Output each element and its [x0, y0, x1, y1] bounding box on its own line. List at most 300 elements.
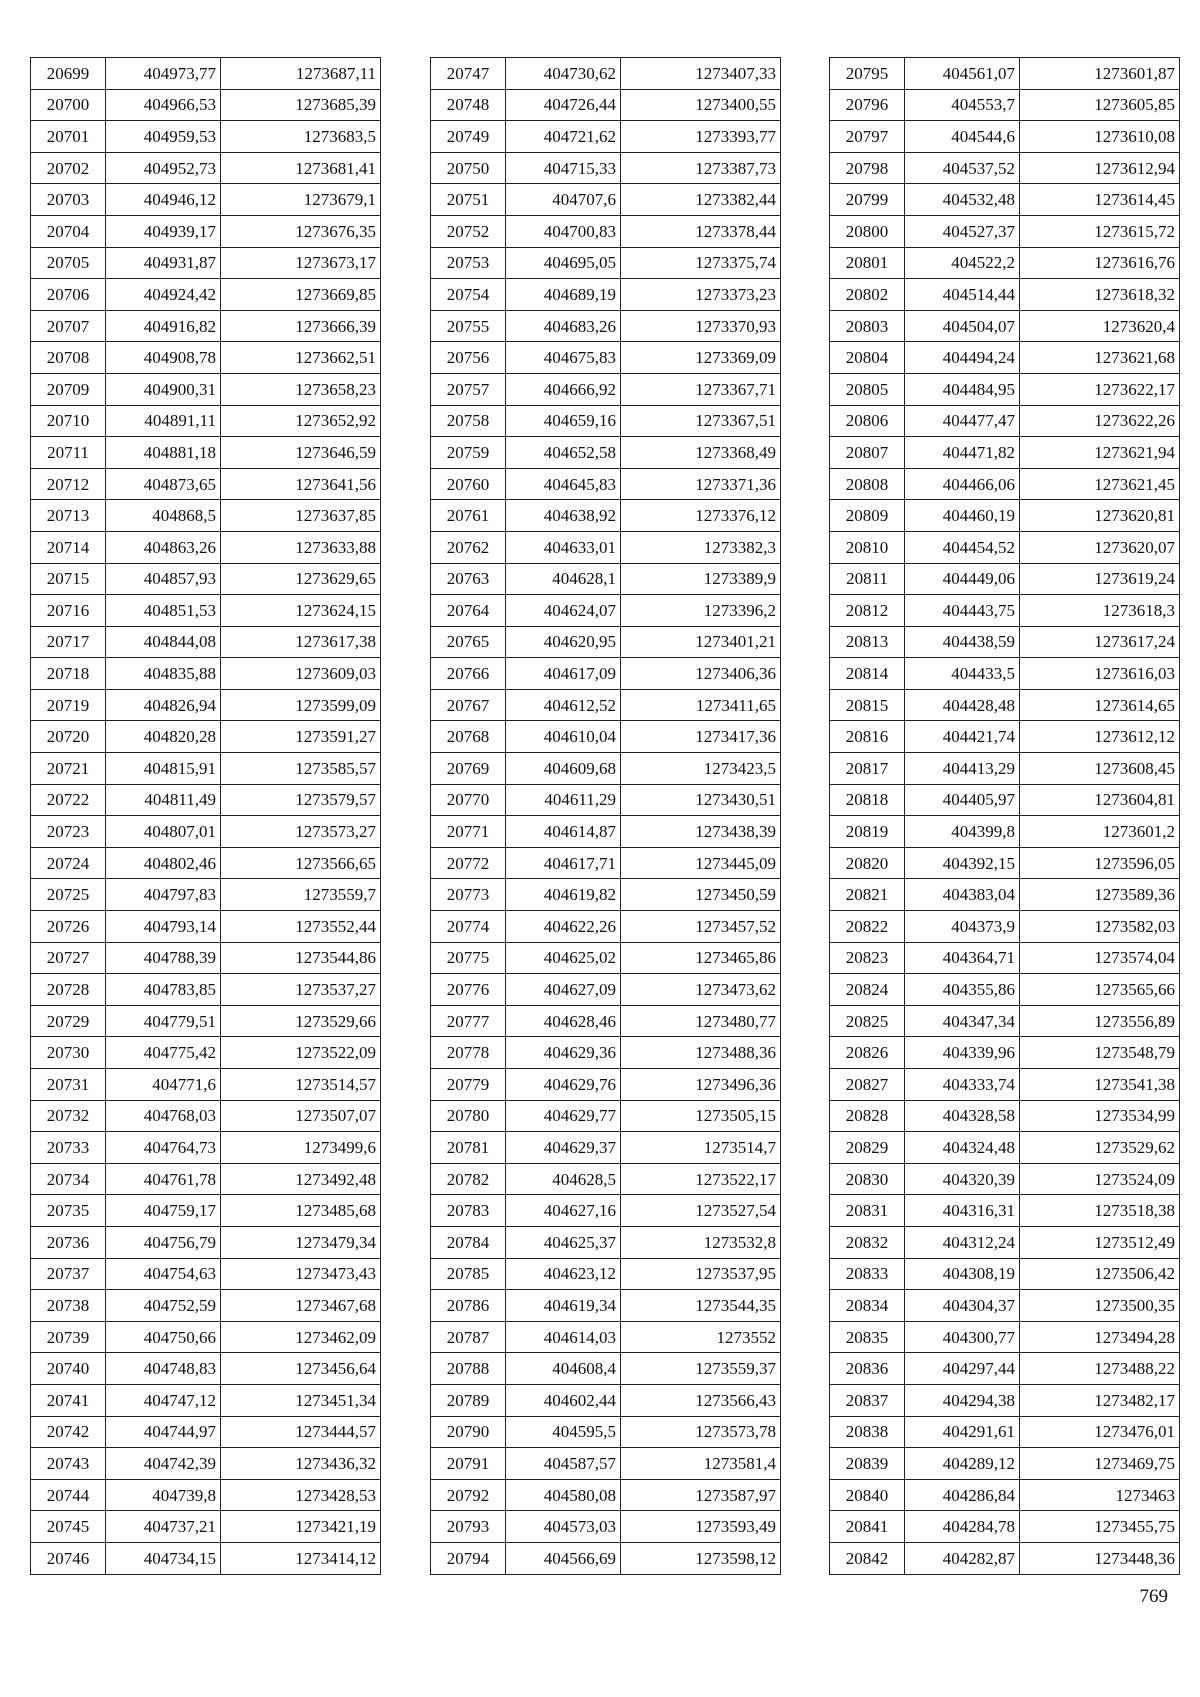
point-id-cell: 20795: [830, 58, 905, 90]
table-row: [830, 1100, 1180, 1132]
x-coordinate-cell: 404811,49: [106, 784, 221, 816]
table-row: [431, 184, 781, 216]
table-row: [431, 152, 781, 184]
y-coordinate-cell: 1273368,49: [621, 437, 781, 469]
y-coordinate-cell: 1273621,45: [1020, 468, 1180, 500]
table-row: [31, 58, 381, 90]
x-coordinate-cell: 404494,24: [905, 342, 1020, 374]
table-row: [431, 753, 781, 785]
x-coordinate-cell: 404611,29: [506, 784, 621, 816]
point-id-cell: 20841: [830, 1511, 905, 1543]
point-id-cell: 20804: [830, 342, 905, 374]
point-id-cell: 20701: [31, 121, 106, 153]
table-row: [830, 247, 1180, 279]
point-id-cell: 20716: [31, 595, 106, 627]
x-coordinate-cell: 404454,52: [905, 531, 1020, 563]
table-row: [31, 1290, 381, 1322]
y-coordinate-cell: 1273492,48: [221, 1163, 381, 1195]
table-row: [830, 595, 1180, 627]
point-id-cell: 20767: [431, 689, 506, 721]
point-id-cell: 20761: [431, 500, 506, 532]
table-row: [431, 1511, 781, 1543]
point-id-cell: 20835: [830, 1321, 905, 1353]
y-coordinate-cell: 1273565,66: [1020, 974, 1180, 1006]
x-coordinate-cell: 404602,44: [506, 1384, 621, 1416]
table-row: [31, 1511, 381, 1543]
point-id-cell: 20830: [830, 1163, 905, 1195]
y-coordinate-cell: 1273476,01: [1020, 1416, 1180, 1448]
x-coordinate-cell: 404504,07: [905, 310, 1020, 342]
x-coordinate-cell: 404471,82: [905, 437, 1020, 469]
y-coordinate-cell: 1273624,15: [221, 595, 381, 627]
y-coordinate-cell: 1273573,27: [221, 816, 381, 848]
y-coordinate-cell: 1273641,56: [221, 468, 381, 500]
point-id-cell: 20740: [31, 1353, 106, 1385]
y-coordinate-cell: 1273457,52: [621, 911, 781, 943]
point-id-cell: 20763: [431, 563, 506, 595]
point-id-cell: 20815: [830, 689, 905, 721]
y-coordinate-cell: 1273488,36: [621, 1037, 781, 1069]
x-coordinate-cell: 404383,04: [905, 879, 1020, 911]
y-coordinate-cell: 1273444,57: [221, 1416, 381, 1448]
point-id-cell: 20749: [431, 121, 506, 153]
table-row: [830, 58, 1180, 90]
y-coordinate-cell: 1273463: [1020, 1479, 1180, 1511]
x-coordinate-cell: 404788,39: [106, 942, 221, 974]
point-id-cell: 20821: [830, 879, 905, 911]
x-coordinate-cell: 404328,58: [905, 1100, 1020, 1132]
table-row: [431, 437, 781, 469]
x-coordinate-cell: 404730,62: [506, 58, 621, 90]
table-row: [830, 310, 1180, 342]
table-row: [830, 1195, 1180, 1227]
table-row: [830, 942, 1180, 974]
x-coordinate-cell: 404742,39: [106, 1448, 221, 1480]
table-row: [431, 405, 781, 437]
x-coordinate-cell: 404946,12: [106, 184, 221, 216]
y-coordinate-cell: 1273658,23: [221, 373, 381, 405]
point-id-cell: 20816: [830, 721, 905, 753]
point-id-cell: 20714: [31, 531, 106, 563]
table-row: [431, 942, 781, 974]
point-id-cell: 20836: [830, 1353, 905, 1385]
y-coordinate-cell: 1273646,59: [221, 437, 381, 469]
point-id-cell: 20727: [31, 942, 106, 974]
x-coordinate-cell: 404428,48: [905, 689, 1020, 721]
point-id-cell: 20713: [31, 500, 106, 532]
y-coordinate-cell: 1273559,7: [221, 879, 381, 911]
x-coordinate-cell: 404683,26: [506, 310, 621, 342]
table-row: [830, 152, 1180, 184]
y-coordinate-cell: 1273579,57: [221, 784, 381, 816]
y-coordinate-cell: 1273534,99: [1020, 1100, 1180, 1132]
x-coordinate-cell: 404405,97: [905, 784, 1020, 816]
x-coordinate-cell: 404761,78: [106, 1163, 221, 1195]
x-coordinate-cell: 404779,51: [106, 1005, 221, 1037]
x-coordinate-cell: 404629,36: [506, 1037, 621, 1069]
y-coordinate-cell: 1273559,37: [621, 1353, 781, 1385]
x-coordinate-cell: 404752,59: [106, 1290, 221, 1322]
x-coordinate-cell: 404747,12: [106, 1384, 221, 1416]
table-row: [31, 1448, 381, 1480]
y-coordinate-cell: 1273622,17: [1020, 373, 1180, 405]
point-id-cell: 20808: [830, 468, 905, 500]
x-coordinate-cell: 404282,87: [905, 1542, 1020, 1574]
table-row: [830, 784, 1180, 816]
point-id-cell: 20762: [431, 531, 506, 563]
table-row: [431, 1132, 781, 1164]
point-id-cell: 20725: [31, 879, 106, 911]
point-id-cell: 20739: [31, 1321, 106, 1353]
table-row: [431, 279, 781, 311]
y-coordinate-cell: 1273614,45: [1020, 184, 1180, 216]
y-coordinate-cell: 1273610,08: [1020, 121, 1180, 153]
point-id-cell: 20753: [431, 247, 506, 279]
table-row: [830, 184, 1180, 216]
y-coordinate-cell: 1273637,85: [221, 500, 381, 532]
y-coordinate-cell: 1273514,7: [621, 1132, 781, 1164]
y-coordinate-cell: 1273411,65: [621, 689, 781, 721]
y-coordinate-cell: 1273407,33: [621, 58, 781, 90]
table-row: [431, 1195, 781, 1227]
point-id-cell: 20793: [431, 1511, 506, 1543]
point-id-cell: 20758: [431, 405, 506, 437]
y-coordinate-cell: 1273376,12: [621, 500, 781, 532]
point-id-cell: 20744: [31, 1479, 106, 1511]
y-coordinate-cell: 1273393,77: [621, 121, 781, 153]
y-coordinate-cell: 1273544,35: [621, 1290, 781, 1322]
x-coordinate-cell: 404873,65: [106, 468, 221, 500]
point-id-cell: 20782: [431, 1163, 506, 1195]
y-coordinate-cell: 1273467,68: [221, 1290, 381, 1322]
y-coordinate-cell: 1273679,1: [221, 184, 381, 216]
y-coordinate-cell: 1273482,17: [1020, 1384, 1180, 1416]
table-row: [830, 1132, 1180, 1164]
x-coordinate-cell: 404522,2: [905, 247, 1020, 279]
table-row: [31, 121, 381, 153]
point-id-cell: 20798: [830, 152, 905, 184]
y-coordinate-cell: 1273618,32: [1020, 279, 1180, 311]
y-coordinate-cell: 1273541,38: [1020, 1069, 1180, 1101]
table-row: [31, 500, 381, 532]
point-id-cell: 20839: [830, 1448, 905, 1480]
table-row: [830, 1479, 1180, 1511]
point-id-cell: 20801: [830, 247, 905, 279]
table-row: [431, 1542, 781, 1574]
y-coordinate-cell: 1273585,57: [221, 753, 381, 785]
x-coordinate-cell: 404614,03: [506, 1321, 621, 1353]
point-id-cell: 20731: [31, 1069, 106, 1101]
x-coordinate-cell: 404286,84: [905, 1479, 1020, 1511]
x-coordinate-cell: 404863,26: [106, 531, 221, 563]
y-coordinate-cell: 1273522,17: [621, 1163, 781, 1195]
x-coordinate-cell: 404625,02: [506, 942, 621, 974]
point-id-cell: 20724: [31, 847, 106, 879]
point-id-cell: 20722: [31, 784, 106, 816]
x-coordinate-cell: 404364,71: [905, 942, 1020, 974]
x-coordinate-cell: 404527,37: [905, 215, 1020, 247]
table-row: [830, 1069, 1180, 1101]
x-coordinate-cell: 404347,34: [905, 1005, 1020, 1037]
point-id-cell: 20790: [431, 1416, 506, 1448]
y-coordinate-cell: 1273617,38: [221, 626, 381, 658]
point-id-cell: 20747: [431, 58, 506, 90]
table-row: [31, 1195, 381, 1227]
point-id-cell: 20754: [431, 279, 506, 311]
table-row: [830, 1163, 1180, 1195]
point-id-cell: 20733: [31, 1132, 106, 1164]
table-row: [31, 405, 381, 437]
y-coordinate-cell: 1273591,27: [221, 721, 381, 753]
point-id-cell: 20735: [31, 1195, 106, 1227]
y-coordinate-cell: 1273507,07: [221, 1100, 381, 1132]
y-coordinate-cell: 1273599,09: [221, 689, 381, 721]
x-coordinate-cell: 404477,47: [905, 405, 1020, 437]
x-coordinate-cell: 404881,18: [106, 437, 221, 469]
table-row: [431, 500, 781, 532]
point-id-cell: 20788: [431, 1353, 506, 1385]
y-coordinate-cell: 1273687,11: [221, 58, 381, 90]
coordinates-table-body: [431, 58, 781, 1575]
x-coordinate-cell: 404297,44: [905, 1353, 1020, 1385]
x-coordinate-cell: 404689,19: [506, 279, 621, 311]
y-coordinate-cell: 1273465,86: [621, 942, 781, 974]
y-coordinate-cell: 1273400,55: [621, 89, 781, 121]
point-id-cell: 20838: [830, 1416, 905, 1448]
x-coordinate-cell: 404868,5: [106, 500, 221, 532]
point-id-cell: 20823: [830, 942, 905, 974]
point-id-cell: 20751: [431, 184, 506, 216]
y-coordinate-cell: 1273428,53: [221, 1479, 381, 1511]
table-row: [31, 1542, 381, 1574]
point-id-cell: 20738: [31, 1290, 106, 1322]
point-id-cell: 20797: [830, 121, 905, 153]
table-row: [830, 689, 1180, 721]
y-coordinate-cell: 1273566,43: [621, 1384, 781, 1416]
x-coordinate-cell: 404308,19: [905, 1258, 1020, 1290]
point-id-cell: 20792: [431, 1479, 506, 1511]
table-row: [31, 531, 381, 563]
point-id-cell: 20702: [31, 152, 106, 184]
table-row: [431, 879, 781, 911]
y-coordinate-cell: 1273676,35: [221, 215, 381, 247]
y-coordinate-cell: 1273532,8: [621, 1226, 781, 1258]
table-row: [31, 215, 381, 247]
x-coordinate-cell: 404793,14: [106, 911, 221, 943]
point-id-cell: 20789: [431, 1384, 506, 1416]
y-coordinate-cell: 1273527,54: [621, 1195, 781, 1227]
table-row: [31, 1226, 381, 1258]
x-coordinate-cell: 404857,93: [106, 563, 221, 595]
point-id-cell: 20734: [31, 1163, 106, 1195]
point-id-cell: 20721: [31, 753, 106, 785]
table-row: [830, 437, 1180, 469]
y-coordinate-cell: 1273598,12: [621, 1542, 781, 1574]
x-coordinate-cell: 404939,17: [106, 215, 221, 247]
x-coordinate-cell: 404783,85: [106, 974, 221, 1006]
y-coordinate-cell: 1273556,89: [1020, 1005, 1180, 1037]
x-coordinate-cell: 404573,03: [506, 1511, 621, 1543]
point-id-cell: 20706: [31, 279, 106, 311]
y-coordinate-cell: 1273617,24: [1020, 626, 1180, 658]
x-coordinate-cell: 404433,5: [905, 658, 1020, 690]
table-row: [431, 247, 781, 279]
y-coordinate-cell: 1273370,93: [621, 310, 781, 342]
table-row: [431, 1416, 781, 1448]
y-coordinate-cell: 1273375,74: [621, 247, 781, 279]
y-coordinate-cell: 1273581,4: [621, 1448, 781, 1480]
y-coordinate-cell: 1273469,75: [1020, 1448, 1180, 1480]
y-coordinate-cell: 1273436,32: [221, 1448, 381, 1480]
x-coordinate-cell: 404619,82: [506, 879, 621, 911]
x-coordinate-cell: 404627,16: [506, 1195, 621, 1227]
y-coordinate-cell: 1273666,39: [221, 310, 381, 342]
point-id-cell: 20729: [31, 1005, 106, 1037]
table-row: [31, 689, 381, 721]
y-coordinate-cell: 1273505,15: [621, 1100, 781, 1132]
point-id-cell: 20783: [431, 1195, 506, 1227]
point-id-cell: 20704: [31, 215, 106, 247]
point-id-cell: 20820: [830, 847, 905, 879]
x-coordinate-cell: 404628,1: [506, 563, 621, 595]
point-id-cell: 20828: [830, 1100, 905, 1132]
x-coordinate-cell: 404304,37: [905, 1290, 1020, 1322]
point-id-cell: 20807: [830, 437, 905, 469]
y-coordinate-cell: 1273621,94: [1020, 437, 1180, 469]
table-row: [830, 847, 1180, 879]
table-row: [431, 1448, 781, 1480]
y-coordinate-cell: 1273616,03: [1020, 658, 1180, 690]
y-coordinate-cell: 1273369,09: [621, 342, 781, 374]
table-row: [431, 89, 781, 121]
point-id-cell: 20703: [31, 184, 106, 216]
point-id-cell: 20776: [431, 974, 506, 1006]
table-row: [31, 595, 381, 627]
y-coordinate-cell: 1273485,68: [221, 1195, 381, 1227]
y-coordinate-cell: 1273601,87: [1020, 58, 1180, 90]
y-coordinate-cell: 1273456,64: [221, 1353, 381, 1385]
y-coordinate-cell: 1273662,51: [221, 342, 381, 374]
x-coordinate-cell: 404312,24: [905, 1226, 1020, 1258]
point-id-cell: 20719: [31, 689, 106, 721]
point-id-cell: 20812: [830, 595, 905, 627]
point-id-cell: 20822: [830, 911, 905, 943]
x-coordinate-cell: 404900,31: [106, 373, 221, 405]
y-coordinate-cell: 1273615,72: [1020, 215, 1180, 247]
table-row: [830, 500, 1180, 532]
y-coordinate-cell: 1273462,09: [221, 1321, 381, 1353]
coordinates-table-body: [31, 58, 381, 1575]
x-coordinate-cell: 404466,06: [905, 468, 1020, 500]
point-id-cell: 20769: [431, 753, 506, 785]
table-row: [31, 279, 381, 311]
point-id-cell: 20810: [830, 531, 905, 563]
table-row: [31, 1258, 381, 1290]
x-coordinate-cell: 404744,97: [106, 1416, 221, 1448]
y-coordinate-cell: 1273552: [621, 1321, 781, 1353]
x-coordinate-cell: 404645,83: [506, 468, 621, 500]
table-row: [830, 1384, 1180, 1416]
x-coordinate-cell: 404715,33: [506, 152, 621, 184]
y-coordinate-cell: 1273445,09: [621, 847, 781, 879]
table-row: [431, 563, 781, 595]
y-coordinate-cell: 1273604,81: [1020, 784, 1180, 816]
y-coordinate-cell: 1273382,3: [621, 531, 781, 563]
x-coordinate-cell: 404580,08: [506, 1479, 621, 1511]
table-row: [431, 1005, 781, 1037]
point-id-cell: 20743: [31, 1448, 106, 1480]
table-row: [31, 626, 381, 658]
table-row: [431, 215, 781, 247]
x-coordinate-cell: 404294,38: [905, 1384, 1020, 1416]
point-id-cell: 20710: [31, 405, 106, 437]
table-row: [31, 847, 381, 879]
point-id-cell: 20811: [830, 563, 905, 595]
table-row: [431, 1100, 781, 1132]
point-id-cell: 20772: [431, 847, 506, 879]
y-coordinate-cell: 1273473,62: [621, 974, 781, 1006]
point-id-cell: 20785: [431, 1258, 506, 1290]
point-id-cell: 20791: [431, 1448, 506, 1480]
y-coordinate-cell: 1273669,85: [221, 279, 381, 311]
table-row: [31, 563, 381, 595]
x-coordinate-cell: 404629,76: [506, 1069, 621, 1101]
point-id-cell: 20817: [830, 753, 905, 785]
x-coordinate-cell: 404820,28: [106, 721, 221, 753]
x-coordinate-cell: 404908,78: [106, 342, 221, 374]
y-coordinate-cell: 1273573,78: [621, 1416, 781, 1448]
point-id-cell: 20831: [830, 1195, 905, 1227]
x-coordinate-cell: 404620,95: [506, 626, 621, 658]
table-row: [830, 974, 1180, 1006]
y-coordinate-cell: 1273601,2: [1020, 816, 1180, 848]
point-id-cell: 20773: [431, 879, 506, 911]
table-row: [31, 879, 381, 911]
table-row: [431, 626, 781, 658]
x-coordinate-cell: 404324,48: [905, 1132, 1020, 1164]
point-id-cell: 20770: [431, 784, 506, 816]
x-coordinate-cell: 404756,79: [106, 1226, 221, 1258]
point-id-cell: 20723: [31, 816, 106, 848]
table-row: [830, 121, 1180, 153]
y-coordinate-cell: 1273389,9: [621, 563, 781, 595]
y-coordinate-cell: 1273614,65: [1020, 689, 1180, 721]
table-row: [31, 911, 381, 943]
x-coordinate-cell: 404844,08: [106, 626, 221, 658]
table-row: [830, 1290, 1180, 1322]
table-row: [31, 184, 381, 216]
y-coordinate-cell: 1273479,34: [221, 1226, 381, 1258]
point-id-cell: 20766: [431, 658, 506, 690]
point-id-cell: 20803: [830, 310, 905, 342]
point-id-cell: 20824: [830, 974, 905, 1006]
point-id-cell: 20834: [830, 1290, 905, 1322]
x-coordinate-cell: 404815,91: [106, 753, 221, 785]
x-coordinate-cell: 404952,73: [106, 152, 221, 184]
x-coordinate-cell: 404624,07: [506, 595, 621, 627]
point-id-cell: 20765: [431, 626, 506, 658]
coordinates-table-1: [30, 57, 381, 1575]
page-number: 769: [1139, 1586, 1168, 1607]
table-row: [431, 58, 781, 90]
x-coordinate-cell: 404931,87: [106, 247, 221, 279]
point-id-cell: 20768: [431, 721, 506, 753]
y-coordinate-cell: 1273574,04: [1020, 942, 1180, 974]
x-coordinate-cell: 404625,37: [506, 1226, 621, 1258]
point-id-cell: 20748: [431, 89, 506, 121]
x-coordinate-cell: 404413,29: [905, 753, 1020, 785]
y-coordinate-cell: 1273681,41: [221, 152, 381, 184]
